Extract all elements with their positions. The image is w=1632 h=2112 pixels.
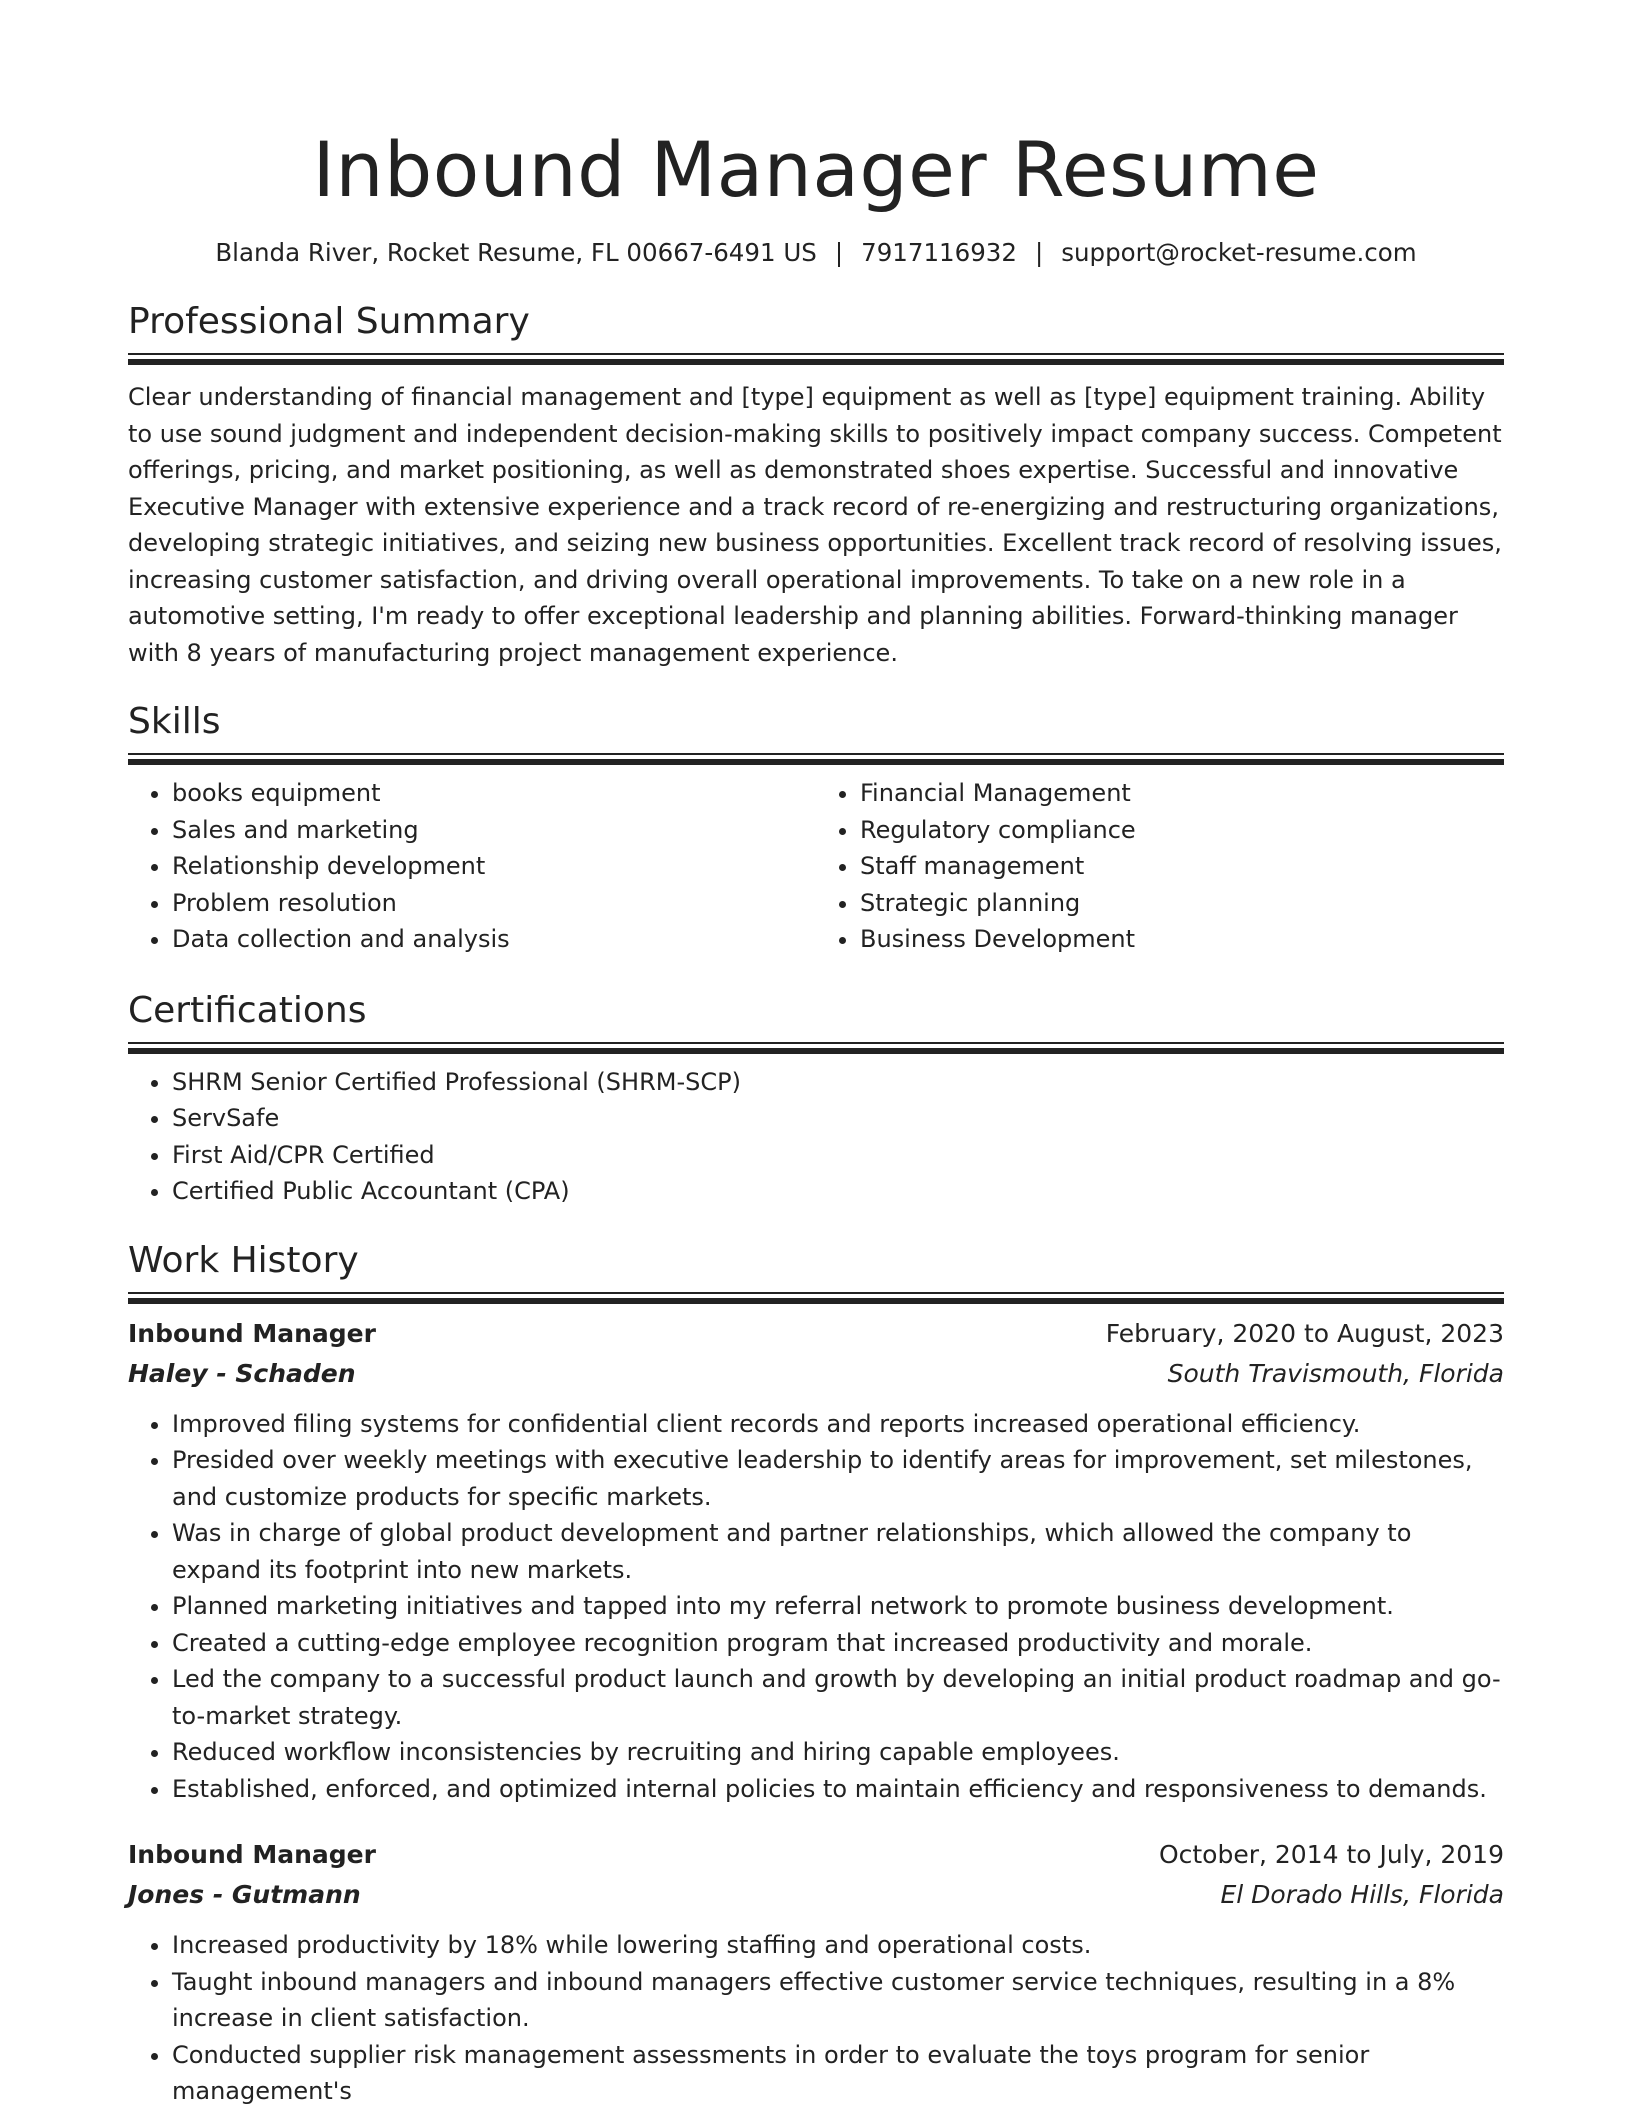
resume-page (128, 0, 1504, 2110)
skill-item: • Business Development (860, 921, 1504, 958)
skill-item: • Staff management (860, 848, 1504, 885)
certification-item: • Certified Public Accountant (CPA) (172, 1173, 1504, 1210)
job-entry (128, 1314, 1504, 1808)
job-company: Haley - Schaden (128, 1358, 356, 1388)
skill-item: • Sales and marketing (172, 812, 816, 849)
skills-list-left (128, 775, 816, 958)
job-bullets (128, 1927, 1504, 2110)
skills-grid (128, 775, 1504, 958)
skills-heading: Skills (128, 701, 221, 742)
certifications-list (128, 1064, 1504, 1210)
skill-item: • books equipment (172, 775, 816, 812)
section-divider (128, 1292, 1504, 1298)
job-bullet: • Led the company to a successful product launch and growth by developing an initial product roadmap and go-to-market strategy. (172, 1661, 1504, 1734)
job-location: South Travismouth, Florida (1167, 1358, 1504, 1388)
resume-title: Inbound Manager Resume (312, 125, 1320, 214)
certifications-heading: Certifications (128, 989, 367, 1031)
job-subheader (128, 1875, 1504, 1915)
skills-section (128, 699, 1504, 958)
skill-item: • Strategic planning (860, 885, 1504, 922)
job-dates: October, 2014 to July, 2019 (1158, 1840, 1504, 1869)
skill-item: • Regulatory compliance (860, 812, 1504, 849)
job-company: Jones - Gutmann (128, 1880, 361, 1909)
job-header (128, 1835, 1504, 1875)
job-bullet: • Reduced workflow inconsistencies by recruiting and hiring capable employees. (172, 1734, 1504, 1771)
job-bullet: • Created a cutting-edge employee recognition program that increased productivity and morale. (172, 1625, 1504, 1662)
contact-email: support@rocket-resume.com (1061, 238, 1417, 267)
work-history-section (128, 1238, 1504, 2110)
contact-address: Blanda River, Rocket Resume, FL 00667-6491 US (215, 238, 817, 267)
job-title: Inbound Manager (128, 1840, 376, 1869)
contact-line (128, 236, 1504, 270)
skill-item: • Financial Management (860, 775, 1504, 812)
job-subheader (128, 1354, 1504, 1394)
skill-item: • Relationship development (172, 848, 816, 885)
summary-text: Clear understanding of financial management and [type] equipment as well as [type] equipment training. Ability to use sound judgment and independent decision-making skills to positively impact company success. Competent offerings, pricing, and market positioning, as well as demonstrated shoes expertise. Successful and innovative Executive Manager with extensive experience and a track record of re-energizing and restructuring organizations, developing strategic initiatives, and seizing new business opportunities. Excellent track record of resolving issues, increasing customer satisfaction, and driving overall operational improvements. To take on a new role in a automotive setting, I'm ready to offer exceptional leadership and planning abilities. Forward-thinking manager with 8 years of manufacturing project management experience. (128, 383, 1502, 667)
contact-separator: | (834, 238, 844, 267)
summary-heading: Professional Summary (128, 301, 530, 342)
job-entry (128, 1835, 1504, 2110)
job-bullet: • Presided over weekly meetings with executive leadership to identify areas for improvement, set milestones, and customize products for specific markets. (172, 1442, 1504, 1515)
job-bullet: • Taught inbound managers and inbound managers effective customer service techniques, resulting in a 8% increase in client satisfaction. (172, 1964, 1504, 2037)
contact-phone: 7917116932 (861, 238, 1017, 267)
job-location: El Dorado Hills, Florida (1220, 1880, 1504, 1909)
job-bullet: • Improved filing systems for confidential client records and reports increased operational efficiency. (172, 1406, 1504, 1443)
section-divider (128, 1042, 1504, 1048)
job-header (128, 1314, 1504, 1354)
job-title: Inbound Manager (128, 1318, 376, 1348)
work-history-heading: Work History (128, 1239, 359, 1281)
certification-item: • SHRM Senior Certified Professional (SHRM-SCP) (172, 1064, 1504, 1101)
section-divider (128, 353, 1504, 359)
job-dates: February, 2020 to August, 2023 (1105, 1318, 1504, 1348)
job-bullet: • Conducted supplier risk management assessments in order to evaluate the toys program for senior management's (172, 2037, 1504, 2110)
job-bullet: • Planned marketing initiatives and tapped into my referral network to promote business development. (172, 1588, 1504, 1625)
job-bullet: • Increased productivity by 18% while lowering staffing and operational costs. (172, 1927, 1504, 1964)
job-bullet: • Established, enforced, and optimized internal policies to maintain efficiency and responsiveness to demands. (172, 1771, 1504, 1808)
certification-item: • First Aid/CPR Certified (172, 1137, 1504, 1174)
certifications-section (128, 988, 1504, 1210)
section-divider (128, 753, 1504, 759)
skills-list-right (816, 775, 1504, 958)
job-bullets (128, 1406, 1504, 1808)
skill-item: • Data collection and analysis (172, 921, 816, 958)
job-bullet: • Was in charge of global product development and partner relationships, which allowed the company to expand its footprint into new markets. (172, 1515, 1504, 1588)
contact-separator: | (1035, 238, 1044, 267)
summary-section (128, 299, 1504, 671)
skill-item: • Problem resolution (172, 885, 816, 922)
certification-item: • ServSafe (172, 1100, 1504, 1137)
